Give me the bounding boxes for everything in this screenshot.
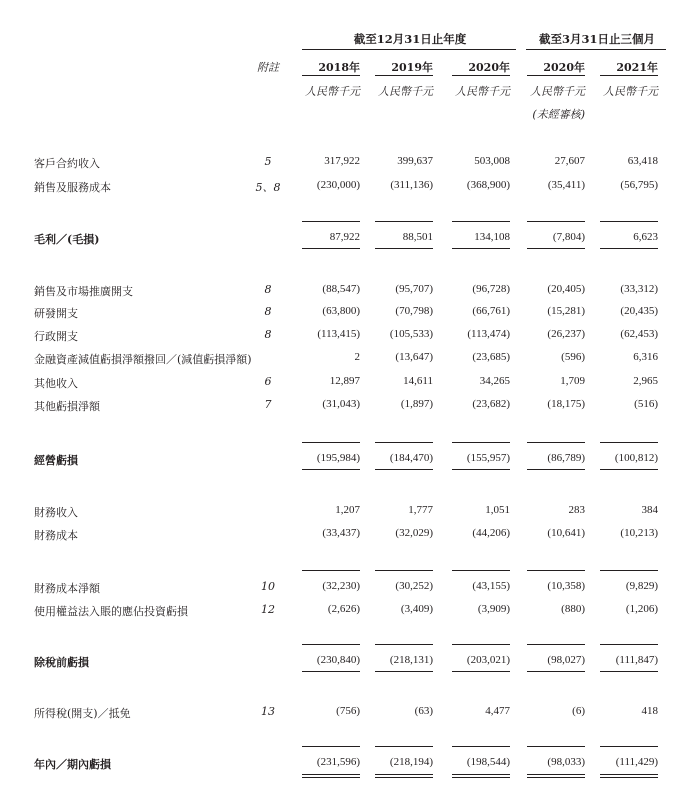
row-value: (9,829) [625, 580, 658, 592]
row-note-ref: 8 [264, 283, 272, 296]
row-value: 27,607 [554, 155, 585, 167]
row-value: (368,900) [466, 179, 510, 191]
subtotal-rule [375, 248, 433, 249]
total-double-rule [452, 774, 510, 775]
row-label: 所得稅(開支)／抵免 [34, 707, 131, 720]
row-value: (218,131) [389, 654, 433, 666]
total-double-rule [600, 774, 658, 775]
total-double-rule [600, 777, 658, 778]
subtotal-rule [375, 221, 433, 222]
row-value: (13,647) [395, 351, 433, 363]
row-value: (218,194) [389, 756, 433, 768]
subtotal-rule [302, 442, 360, 443]
row-value: (3,409) [400, 603, 433, 615]
subtotal-rule [600, 570, 658, 571]
year-header: 2019年 [391, 61, 433, 74]
row-value: 1,777 [408, 504, 433, 516]
subtotal-rule [527, 469, 585, 470]
row-value: 503,008 [474, 155, 510, 167]
row-value: (33,312) [620, 283, 658, 295]
total-double-rule [527, 774, 585, 775]
row-value: (100,812) [614, 452, 658, 464]
subtotal-rule [375, 570, 433, 571]
year-header: 2020年 [543, 61, 585, 74]
row-value: (155,957) [466, 452, 510, 464]
row-value: 317,922 [324, 155, 360, 167]
row-value: (43,155) [472, 580, 510, 592]
year-header: 2018年 [318, 61, 360, 74]
row-value: (62,453) [620, 328, 658, 340]
row-value: (18,175) [547, 398, 585, 410]
subtotal-rule [302, 570, 360, 571]
row-value: (32,029) [395, 527, 433, 539]
row-label: 年內／期內虧損 [34, 758, 111, 771]
subtotal-rule [600, 644, 658, 645]
row-value: (88,547) [322, 283, 360, 295]
row-value: (516) [634, 398, 658, 410]
subtotal-rule [600, 248, 658, 249]
row-value: (23,682) [472, 398, 510, 410]
row-value: 14,611 [403, 375, 433, 387]
subtotal-rule [302, 746, 360, 747]
subtotal-rule [452, 442, 510, 443]
row-value: (86,789) [547, 452, 585, 464]
subtotal-rule [600, 746, 658, 747]
row-value: (1,897) [400, 398, 433, 410]
unaudited-label: (未經審核) [532, 108, 585, 121]
row-value: (35,411) [547, 179, 585, 191]
row-value: 1,051 [485, 504, 510, 516]
row-value: (30,252) [395, 580, 433, 592]
row-value: (66,761) [472, 305, 510, 317]
currency-unit: 人民幣千元 [378, 85, 433, 98]
row-value: (2,626) [327, 603, 360, 615]
subtotal-rule [302, 644, 360, 645]
row-label: 財務收入 [34, 506, 78, 519]
total-double-rule [527, 777, 585, 778]
year-rule [527, 75, 585, 76]
subtotal-rule [600, 221, 658, 222]
total-double-rule [302, 777, 360, 778]
row-note-ref: 10 [261, 580, 275, 593]
row-label: 毛利／(毛損) [34, 233, 100, 246]
subtotal-rule [527, 746, 585, 747]
currency-unit: 人民幣千元 [455, 85, 510, 98]
year-rule [452, 75, 510, 76]
group-rule-fiscal-year [302, 49, 516, 50]
total-double-rule [302, 774, 360, 775]
row-value: (15,281) [547, 305, 585, 317]
row-value: (95,707) [395, 283, 433, 295]
row-value: (63,800) [322, 305, 360, 317]
row-value: (23,685) [472, 351, 510, 363]
row-value: (56,795) [620, 179, 658, 191]
row-value: 12,897 [329, 375, 360, 387]
row-value: (3,909) [477, 603, 510, 615]
row-label: 其他收入 [34, 377, 78, 390]
row-value: (111,847) [615, 654, 658, 666]
subtotal-rule [302, 221, 360, 222]
row-value: (596) [561, 351, 585, 363]
row-note-ref: 5、8 [255, 181, 281, 194]
year-rule [375, 75, 433, 76]
row-value: (70,798) [395, 305, 433, 317]
year-rule [600, 75, 658, 76]
row-value: (230,000) [316, 179, 360, 191]
row-value: 34,265 [479, 375, 510, 387]
row-value: (32,230) [322, 580, 360, 592]
row-value: 6,316 [633, 351, 658, 363]
row-label: 行政開支 [34, 330, 78, 343]
row-value: 418 [641, 705, 658, 717]
row-value: 134,108 [474, 231, 510, 243]
subtotal-rule [527, 570, 585, 571]
subtotal-rule [452, 248, 510, 249]
total-double-rule [452, 777, 510, 778]
row-value: (880) [561, 603, 585, 615]
subtotal-rule [527, 221, 585, 222]
subtotal-rule [452, 746, 510, 747]
row-value: (10,641) [547, 527, 585, 539]
row-value: (31,043) [322, 398, 360, 410]
row-value: (756) [336, 705, 360, 717]
row-note-ref: 12 [261, 603, 275, 616]
row-value: (231,596) [316, 756, 360, 768]
year-header: 2020年 [468, 61, 510, 74]
subtotal-rule [375, 746, 433, 747]
subtotal-rule [600, 469, 658, 470]
row-value: (311,136) [390, 179, 433, 191]
row-note-ref: 8 [264, 328, 272, 341]
row-label: 財務成本淨額 [34, 582, 100, 595]
row-value: (20,405) [547, 283, 585, 295]
group-rule-three-months [526, 49, 666, 50]
row-value: 283 [568, 504, 585, 516]
subtotal-rule [600, 671, 658, 672]
subtotal-rule [452, 221, 510, 222]
row-value: (10,358) [547, 580, 585, 592]
row-value: (10,213) [620, 527, 658, 539]
row-value: (1,206) [625, 603, 658, 615]
row-label: 客戶合約收入 [34, 157, 100, 170]
subtotal-rule [452, 671, 510, 672]
row-value: 2,965 [633, 375, 658, 387]
row-value: (203,021) [466, 654, 510, 666]
subtotal-rule [302, 671, 360, 672]
row-value: (26,237) [547, 328, 585, 340]
row-value: 1,207 [335, 504, 360, 516]
subtotal-rule [452, 644, 510, 645]
row-note-ref: 5 [264, 155, 272, 168]
currency-unit: 人民幣千元 [305, 85, 360, 98]
row-value: (6) [572, 705, 585, 717]
subtotal-rule [452, 570, 510, 571]
subtotal-rule [527, 644, 585, 645]
row-note-ref: 6 [264, 375, 272, 388]
row-value: (195,984) [316, 452, 360, 464]
subtotal-rule [375, 644, 433, 645]
row-label: 其他虧損淨額 [34, 400, 100, 413]
row-value: 399,637 [397, 155, 433, 167]
row-label: 銷售及服務成本 [34, 181, 111, 194]
subtotal-rule [527, 248, 585, 249]
subtotal-rule [527, 442, 585, 443]
subtotal-rule [375, 469, 433, 470]
currency-unit: 人民幣千元 [603, 85, 658, 98]
row-label: 除稅前虧損 [34, 656, 89, 669]
row-value: (98,027) [547, 654, 585, 666]
row-value: (63) [414, 705, 433, 717]
row-note-ref: 7 [264, 398, 272, 411]
row-value: 63,418 [627, 155, 658, 167]
row-value: 88,501 [402, 231, 433, 243]
row-value: (33,437) [322, 527, 360, 539]
subtotal-rule [452, 469, 510, 470]
row-label: 研發開支 [34, 307, 78, 320]
row-value: 1,709 [560, 375, 585, 387]
subtotal-rule [375, 671, 433, 672]
row-value: 87,922 [329, 231, 360, 243]
row-label: 銷售及市場推廣開支 [34, 285, 133, 298]
row-value: (105,533) [389, 328, 433, 340]
note-column-header: 附註 [257, 61, 279, 74]
row-label: 使用權益法入賬的應佔投資虧損 [34, 605, 188, 618]
subtotal-rule [600, 442, 658, 443]
subtotal-rule [302, 469, 360, 470]
row-value: (44,206) [472, 527, 510, 539]
subtotal-rule [527, 671, 585, 672]
row-value: (113,415) [317, 328, 360, 340]
subtotal-rule [375, 442, 433, 443]
row-value: (96,728) [472, 283, 510, 295]
row-note-ref: 8 [264, 305, 272, 318]
year-rule [302, 75, 360, 76]
group-header-three-months: 截至3月31日止三個月 [538, 32, 655, 46]
row-value: 2 [354, 351, 360, 363]
row-value: (230,840) [316, 654, 360, 666]
total-double-rule [375, 777, 433, 778]
row-value: (98,033) [547, 756, 585, 768]
group-header-fiscal-year: 截至12月31日止年度 [353, 32, 467, 46]
row-value: (198,544) [466, 756, 510, 768]
row-value: (113,474) [467, 328, 510, 340]
row-value: 4,477 [485, 705, 510, 717]
year-header: 2021年 [616, 61, 658, 74]
row-value: 6,623 [633, 231, 658, 243]
row-label: 金融資產減值虧損淨額撥回／(減值虧損淨額) [34, 353, 252, 366]
currency-unit: 人民幣千元 [530, 85, 585, 98]
total-double-rule [375, 774, 433, 775]
row-value: (20,435) [620, 305, 658, 317]
subtotal-rule [302, 248, 360, 249]
row-value: (184,470) [389, 452, 433, 464]
row-value: 384 [641, 504, 658, 516]
row-value: (111,429) [615, 756, 658, 768]
row-value: (7,804) [552, 231, 585, 243]
row-label: 經營虧損 [34, 454, 78, 467]
row-note-ref: 13 [261, 705, 275, 718]
row-label: 財務成本 [34, 529, 78, 542]
